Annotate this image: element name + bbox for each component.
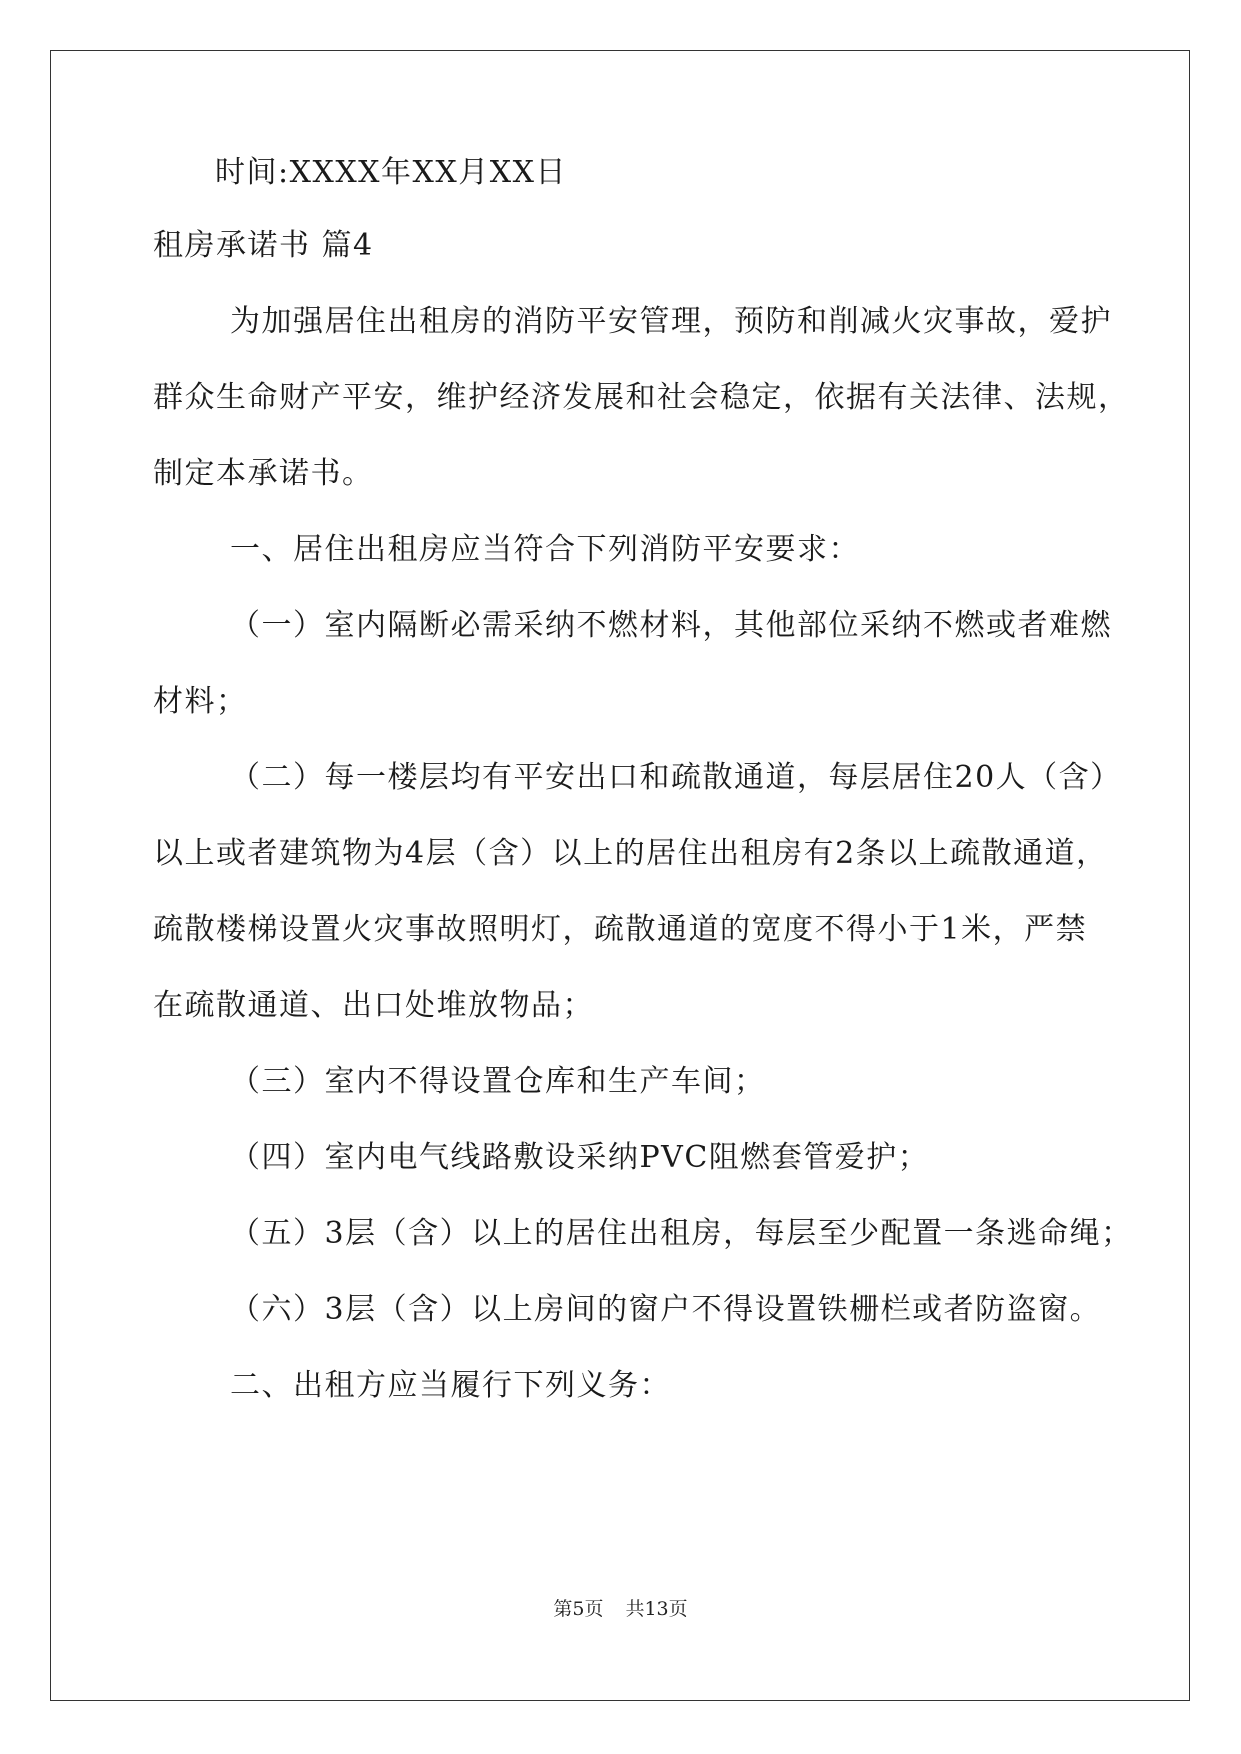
item-2-line-3: 疏散楼梯设置火灾事故照明灯，疏散通道的宽度不得小于1米，严禁: [153, 912, 1088, 947]
intro-line-3: 制定本承诺书。: [153, 456, 374, 491]
item-5: （五）3层（含）以上的居住出租房，每层至少配置一条逃命绳；: [230, 1216, 1133, 1251]
item-1-line-2: 材料；: [153, 684, 248, 719]
intro-line-2: 群众生命财产平安，维护经济发展和社会稳定，依据有关法律、法规，: [153, 380, 1130, 415]
item-2-line-1: （二）每一楼层均有平安出口和疏散通道，每层居住20人（含）: [230, 760, 1122, 795]
item-6: （六）3层（含）以上房间的窗户不得设置铁栅栏或者防盗窗。: [230, 1292, 1102, 1327]
intro-line-1: 为加强居住出租房的消防平安管理，预防和削减火灾事故，爱护: [230, 304, 1112, 339]
date-line: 时间:XXXX年XX月XX日: [215, 155, 567, 190]
page-total: 共13页: [625, 1598, 688, 1620]
item-3: （三）室内不得设置仓库和生产车间；: [230, 1064, 766, 1099]
document-heading: 租房承诺书 篇4: [153, 228, 374, 263]
item-1-line-1: （一）室内隔断必需采纳不燃材料，其他部位采纳不燃或者难燃: [230, 608, 1112, 643]
page-frame: [50, 50, 1190, 1701]
item-2-line-4: 在疏散通道、出口处堆放物品；: [153, 988, 594, 1023]
section-two-title: 二、出租方应当履行下列义务：: [230, 1368, 671, 1403]
item-4: （四）室内电气线路敷设采纳PVC阻燃套管爱护；: [230, 1140, 930, 1175]
section-one-title: 一、居住出租房应当符合下列消防平安要求：: [230, 532, 860, 567]
page-footer: [0, 1596, 1241, 1622]
page-number: 第5页: [553, 1598, 604, 1620]
item-2-line-2: 以上或者建筑物为4层（含）以上的居住出租房有2条以上疏散通道，: [153, 836, 1108, 871]
